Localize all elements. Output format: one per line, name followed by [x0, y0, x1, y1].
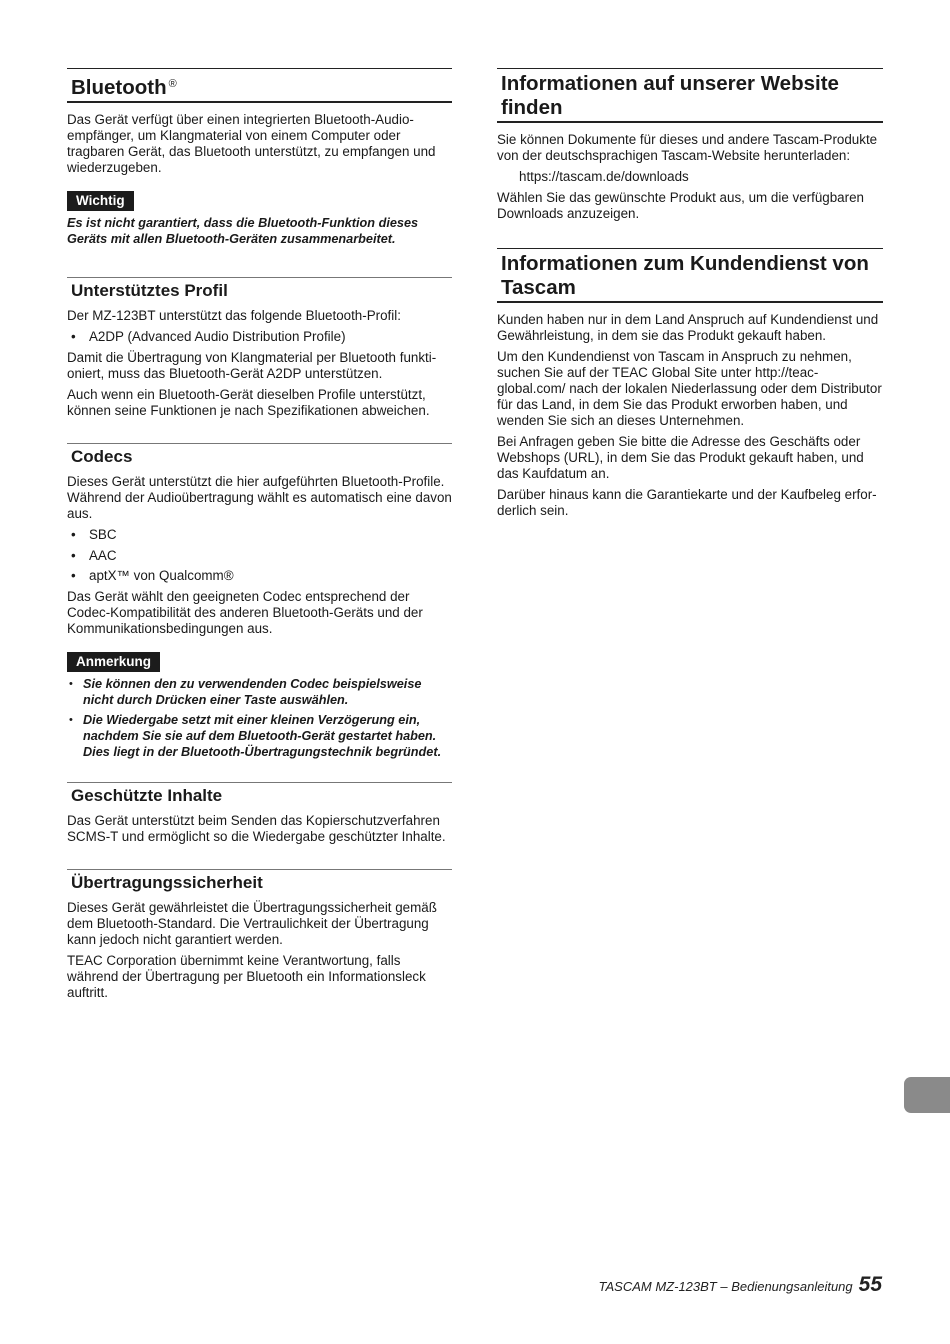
section-profile: [67, 277, 452, 419]
section-protected: [67, 782, 452, 845]
heading-service: Informationen zum Kundendienst von Tascam: [497, 248, 883, 303]
heading-website: Informationen auf unserer Website finden: [497, 68, 883, 123]
heading-bluetooth: Bluetooth ®: [67, 68, 452, 103]
codecs-paragraph-1: Dieses Gerät unterstützt die hier aufgeführten Bluetooth-Profile. Während der Audioübertragung wählt es automatisch eine davon aus.: [67, 474, 452, 521]
important-label: Wichtig: [67, 191, 134, 211]
list-item: • AAC: [67, 548, 452, 564]
profile-paragraph-3: Auch wenn ein Bluetooth-Gerät dieselben Profile unterstützt, können seine Funktionen je nach Spezifikationen abweichen.: [67, 387, 430, 418]
profile-list: [67, 329, 452, 345]
profile-paragraph-1: Der MZ-123BT unterstützt das folgende Bluetooth-Profil:: [67, 308, 401, 323]
heading-codecs: Codecs: [67, 443, 452, 467]
right-column: [497, 68, 883, 543]
footer-document-title: TASCAM MZ-123BT – Bedienungsanleitung: [598, 1279, 853, 1294]
service-paragraph-1: Kunden haben nur in dem Land Anspruch auf Kundendienst und Gewährleistung, in dem sie das Produkt gekauft haben.: [497, 312, 879, 343]
note-list: [67, 676, 452, 760]
heading-protected: Geschützte Inhalte: [67, 782, 452, 806]
website-paragraph-2: Wählen Sie das gewünschte Produkt aus, um die verfügbaren Downloads anzuzeigen.: [497, 190, 864, 221]
list-item: • A2DP (Advanced Audio Distribution Profile): [67, 329, 452, 345]
service-paragraph-3: Bei Anfragen geben Sie bitte die Adresse des Geschäfts oder Webshops (URL), in dem Sie das Produkt gekauft haben, und das Kaufdatum an.: [497, 434, 864, 481]
important-text: Es ist nicht garantiert, dass die Bluetooth-Funktion dieses Geräts mit allen Bluetooth-Geräten zusammenarbeitet.: [67, 216, 419, 246]
list-item: • SBC: [67, 527, 452, 543]
heading-security: Übertragungssicherheit: [67, 869, 452, 893]
list-item: • aptX™ von Qualcomm®: [67, 568, 452, 584]
page-footer: [599, 1273, 882, 1297]
section-website: [497, 68, 883, 222]
section-security: [67, 869, 452, 1001]
bluetooth-intro: Das Gerät verfügt über einen integrierten Bluetooth-Audio-empfänger, um Klangmaterial von einem Computer oder tragbaren Gerät, das Bluetooth unterstützt, zu empfangen und wiederzugeben.: [67, 112, 436, 175]
service-paragraph-2: Um den Kundendienst von Tascam in Anspruch zu nehmen, suchen Sie auf der TEAC Global Site unter http://teac-global.com/ nach der lokalen Niederlassung oder dem Distributor für das Land, in dem Sie das Produkt erworben haben, und wenden Sie sich an dieses Unternehmen.: [497, 349, 882, 428]
chapter-side-tab: [904, 1077, 950, 1113]
codecs-paragraph-2: Das Gerät wählt den geeigneten Codec entsprechend der Codec-Kompatibilität des anderen Bluetooth-Geräts und der Kommunikationsbedingungen aus.: [67, 589, 423, 636]
page-number: 55: [858, 1273, 882, 1296]
registered-mark: ®: [168, 78, 177, 90]
security-paragraph-1: Dieses Gerät gewährleistet die Übertragungssicherheit gemäß dem Bluetooth-Standard. Die Vertraulichkeit der Übertragung kann jedoch nicht garantiert werden.: [67, 900, 437, 947]
section-service: [497, 248, 883, 519]
left-column: [67, 68, 452, 1025]
note-item: • Sie können den zu verwendenden Codec beispielsweise nicht durch Drücken einer Taste auswählen.: [67, 676, 452, 708]
downloads-url: https://tascam.de/downloads: [519, 169, 689, 184]
protected-paragraph-1: Das Gerät unterstützt beim Senden das Kopierschutzverfahren SCMS-T und ermöglicht so die Wiedergabe geschützter Inhalte.: [67, 813, 446, 844]
security-paragraph-2: TEAC Corporation übernimmt keine Verantwortung, falls während der Übertragung per Bluetooth ein Informationsleck auftritt.: [67, 953, 426, 1000]
section-bluetooth: [67, 68, 452, 247]
note-label: Anmerkung: [67, 652, 160, 672]
heading-profile: Unterstütztes Profil: [67, 277, 452, 301]
service-paragraph-4: Darüber hinaus kann die Garantiekarte und der Kaufbeleg erfor-derlich sein.: [497, 487, 877, 518]
profile-paragraph-2: Damit die Übertragung von Klangmaterial per Bluetooth funkti-oniert, muss das Bluetooth-Gerät A2DP unterstützen.: [67, 350, 437, 381]
note-item: • Die Wiedergabe setzt mit einer kleinen Verzögerung ein, nachdem Sie sie auf dem Bluetooth-Gerät gestartet haben. Dies liegt in der Bluetooth-Übertragungstechnik begründet.: [67, 712, 452, 760]
codec-list: [67, 527, 452, 584]
section-codecs: [67, 443, 452, 760]
website-paragraph-1: Sie können Dokumente für dieses und andere Tascam-Produkte von der deutschsprachigen Tascam-Website herunterladen:: [497, 132, 878, 163]
